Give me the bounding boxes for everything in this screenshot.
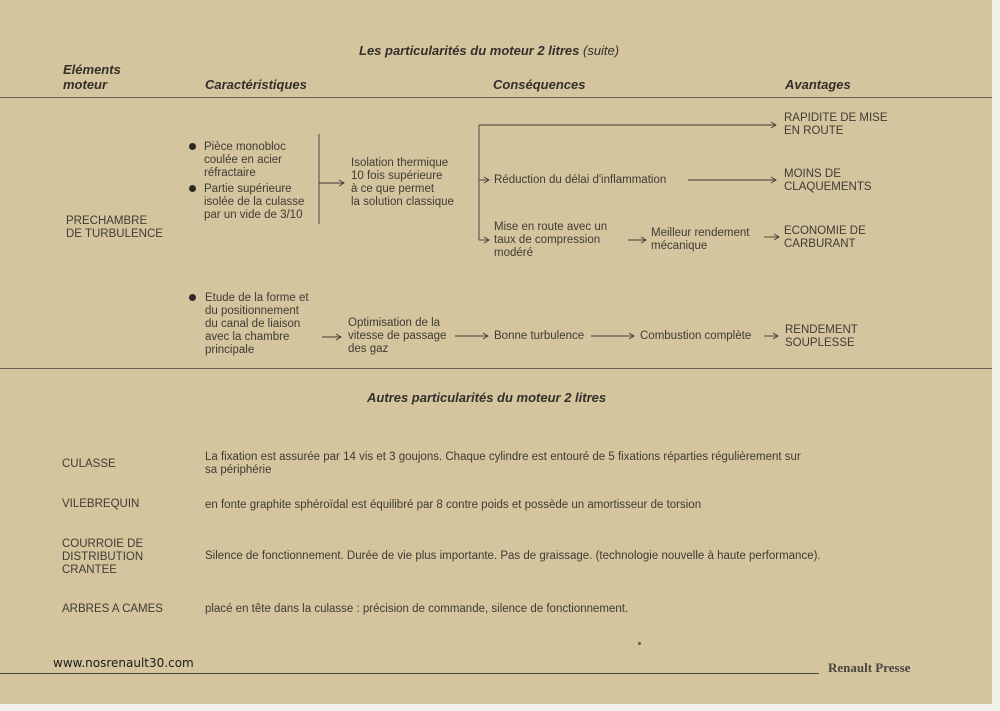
bullet-text-partie-superieure: Partie supérieure isolée de la culasse par un vide de 3/10 — [204, 183, 305, 221]
avantage-economie: ECONOMIE DE CARBURANT — [784, 225, 866, 250]
section-rule — [0, 368, 992, 369]
consequence-meilleur-rendement: Meilleur rendement mécanique — [651, 227, 750, 252]
autres-label-culasse: CULASSE — [62, 458, 116, 470]
avantage-rapidite: RAPIDITE DE MISE EN ROUTE — [784, 112, 888, 137]
consequence-bonne-turbulence: Bonne turbulence — [494, 330, 585, 342]
autres-text-vilebrequin: en fonte graphite sphéroïdal est équilibré par 8 contre poids et possède un amortisseur de torsion — [205, 499, 702, 511]
page-title-suffix: (suite) — [582, 43, 620, 58]
consequence-reduction: Réduction du délai d'inflammation — [494, 174, 667, 186]
bullet-text-etude: Etude de la forme et du positionnement du canal de liaison avec la chambre principale — [205, 292, 309, 356]
autres-label-arbres: ARBRES A CAMES — [62, 603, 163, 615]
autres-text-courroie: Silence de fonctionnement. Durée de vie plus importante. Pas de graissage. (technologie nouvelle à haute performance). — [205, 550, 821, 562]
autres-text-arbres: placé en tête dans la culasse : précision de commande, silence de fonctionnement. — [205, 603, 629, 615]
isolation-text: Isolation thermique 10 fois supérieure à ce que permet la solution classique — [351, 157, 454, 208]
consequence-combustion: Combustion complète — [640, 330, 752, 342]
autres-label-courroie: COURROIE DE DISTRIBUTION CRANTEE — [62, 538, 144, 576]
consequence-mise-en-route: Mise en route avec un taux de compression modéré — [494, 221, 608, 259]
optimisation-text: Optimisation de la vitesse de passage des gaz — [348, 317, 447, 355]
bullet-text-monobloc: Pièce monobloc coulée en acier réfractaire — [204, 141, 286, 179]
column-header-elements: Eléments moteur — [63, 62, 121, 92]
autres-text-culasse: La fixation est assurée par 14 vis et 3 goujons. Chaque cylindre est entouré de 5 fixations réparties régulièrement sur sa périphérie — [205, 451, 801, 476]
page-title-text: Les particularités du moteur 2 litres — [359, 43, 580, 58]
ink-speck — [638, 642, 641, 645]
brand-renault-presse: Renault Presse — [828, 660, 911, 675]
prechambre-label: PRECHAMBRE DE TURBULENCE — [66, 215, 163, 240]
column-header-avantages: Avantages — [785, 77, 851, 92]
footer-rule — [0, 673, 819, 674]
avantage-rendement: RENDEMENT SOUPLESSE — [785, 324, 858, 349]
website-url: www.nosrenault30.com — [53, 656, 194, 670]
autres-label-vilebrequin: VILEBREQUIN — [62, 498, 140, 510]
column-header-consequences: Conséquences — [493, 77, 586, 92]
avantage-moins-claquements: MOINS DE CLAQUEMENTS — [784, 168, 872, 193]
column-header-caracteristiques: Caractéristiques — [205, 77, 307, 92]
autres-title: Autres particularités du moteur 2 litres — [367, 390, 607, 405]
